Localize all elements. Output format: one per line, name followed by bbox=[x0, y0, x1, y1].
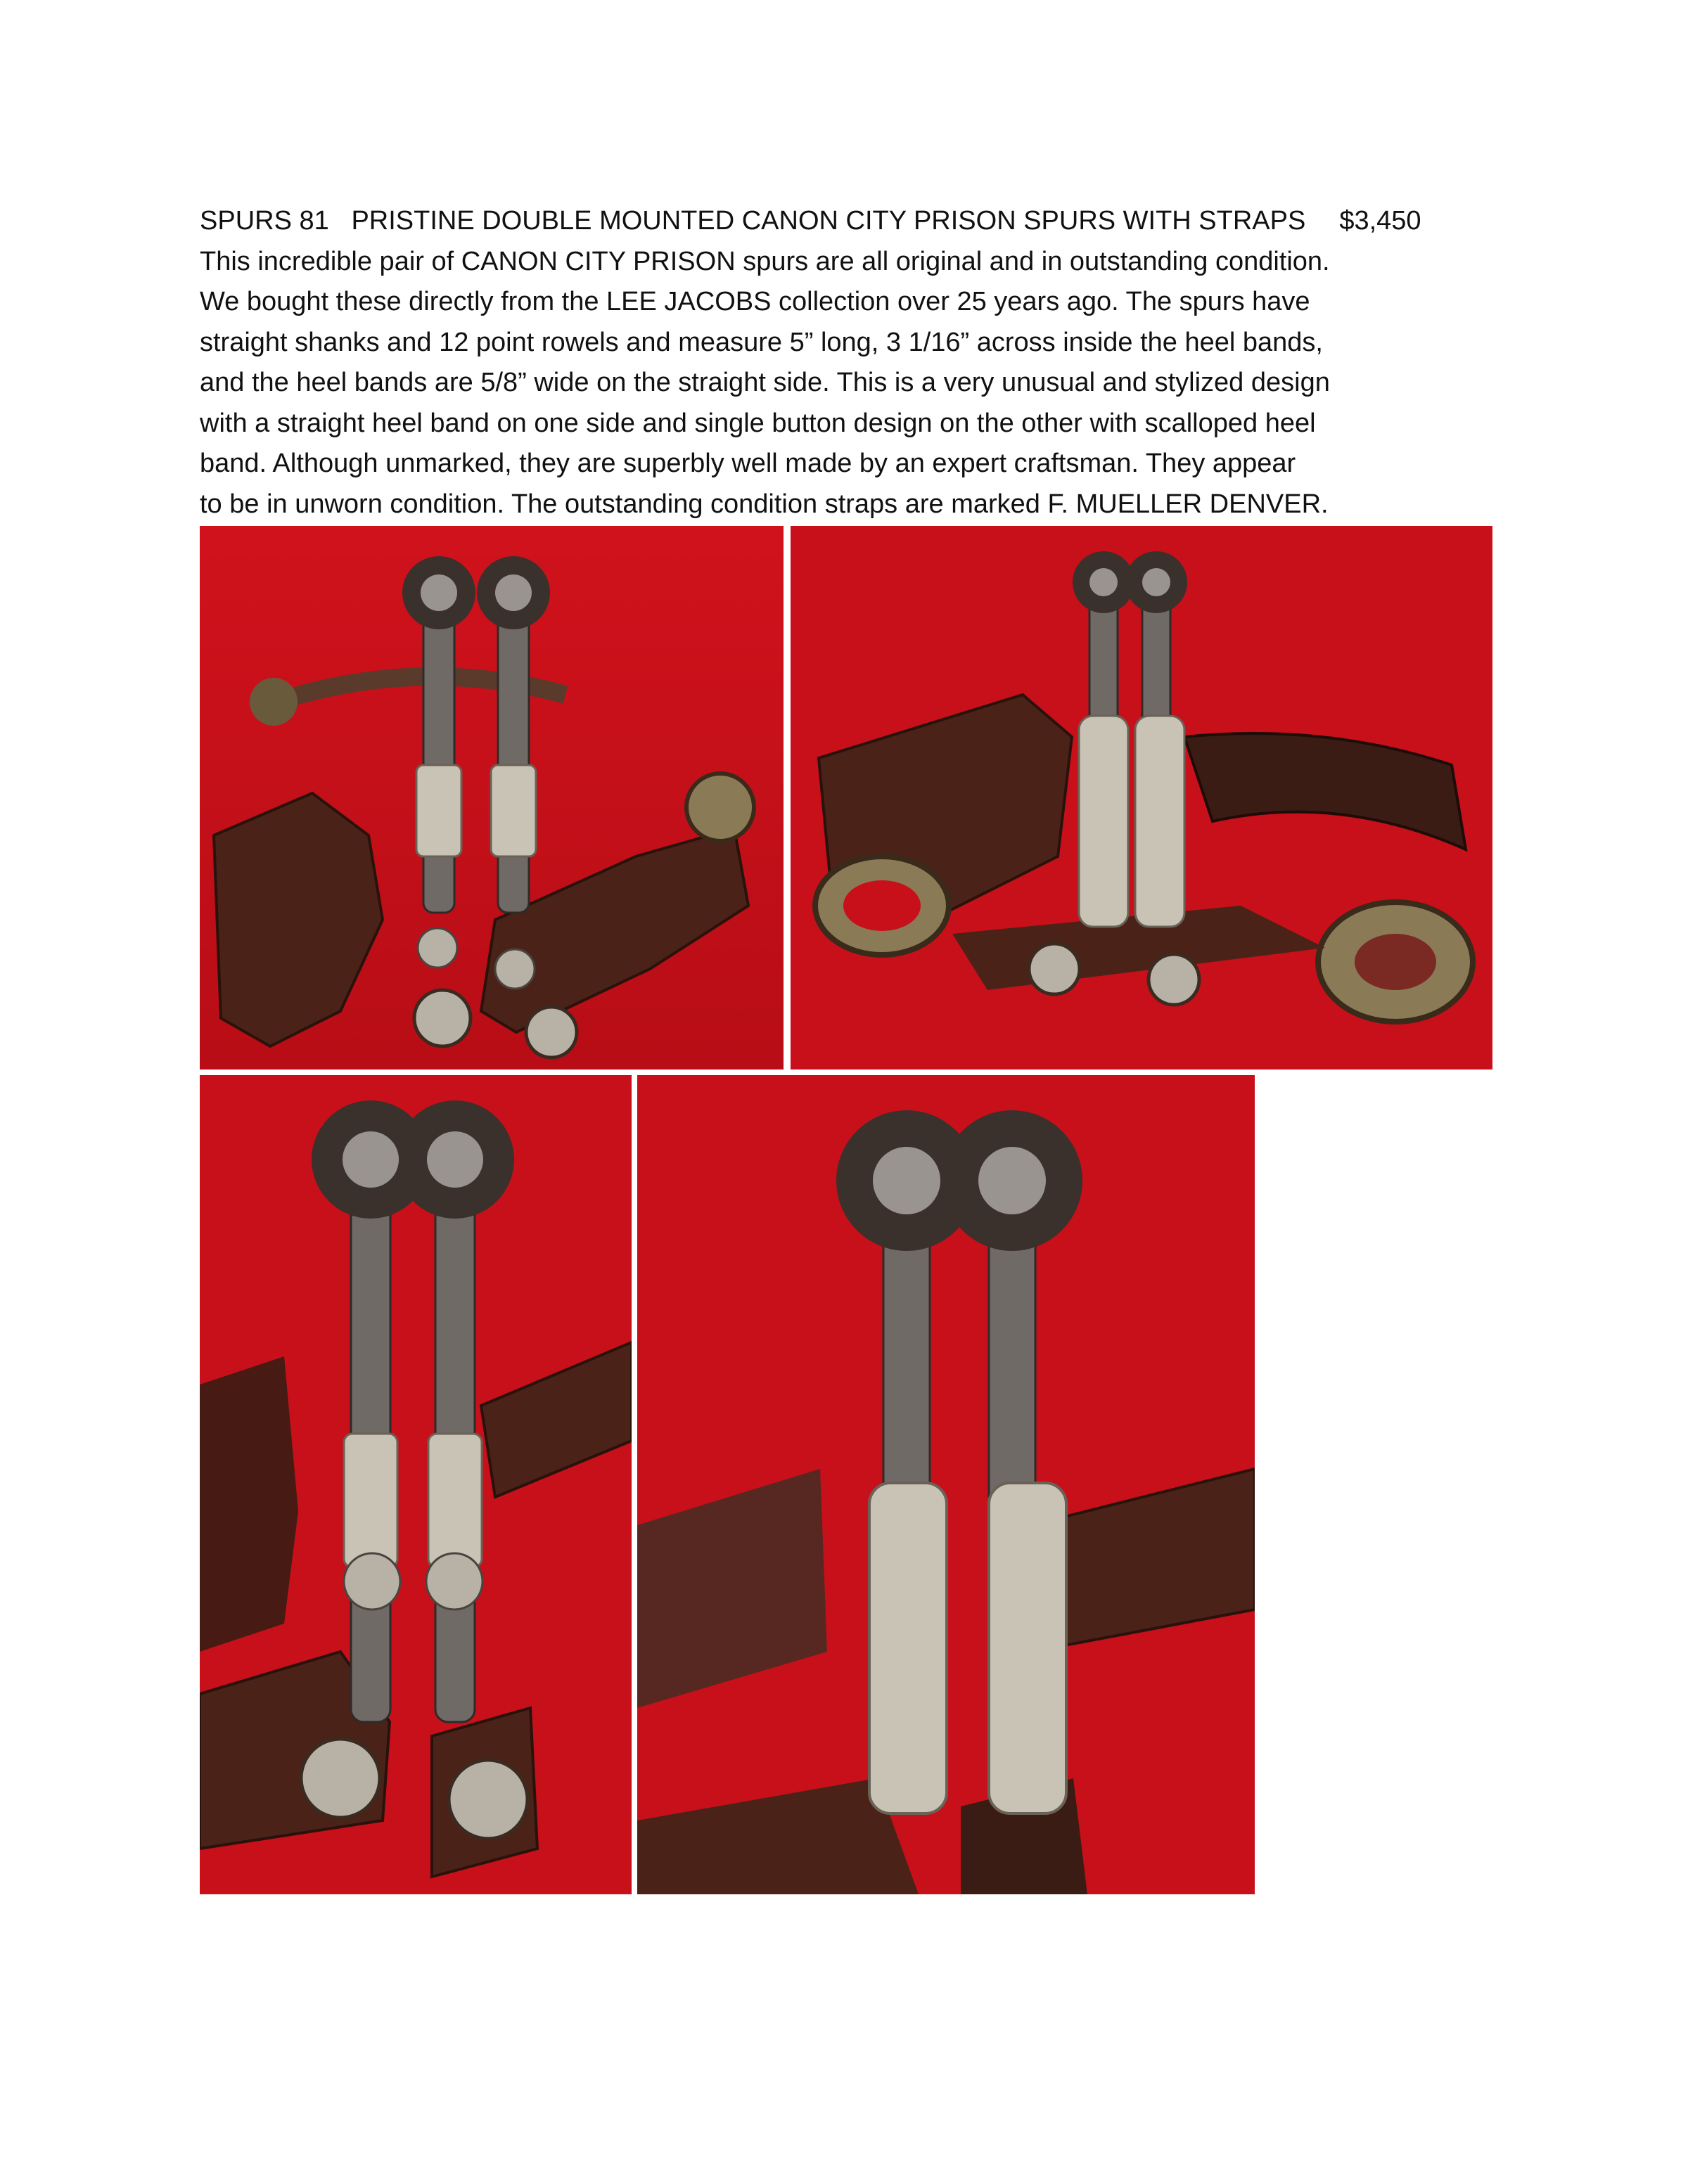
spurs-illustration bbox=[791, 526, 1492, 1069]
spurs-photo-closeup-heelbands bbox=[637, 1075, 1255, 1894]
listing-text bbox=[200, 201, 1501, 525]
spurs-illustration bbox=[200, 1075, 632, 1894]
listing-heading bbox=[200, 201, 1501, 242]
spurs-illustration bbox=[200, 526, 784, 1069]
description-line: to be in unworn condition. The outstanding condition straps are marked F. MUELLER DENVER. bbox=[200, 489, 1329, 519]
description-line: straight shanks and 12 point rowels and measure 5” long, 3 1/16” across inside the heel bands, bbox=[200, 327, 1323, 357]
description-line: and the heel bands are 5/8” wide on the straight side. This is a very unusual and stylized design bbox=[200, 368, 1330, 397]
description-line: with a straight heel band on one side and single button design on the other with scalloped heel bbox=[200, 408, 1316, 438]
description-line: band. Although unmarked, they are superbly well made by an expert craftsman. They appear bbox=[200, 449, 1296, 478]
spurs-photo-front bbox=[200, 526, 784, 1069]
listing-price: $3,450 bbox=[1339, 206, 1421, 236]
listing-code: SPURS 81 bbox=[200, 206, 329, 236]
spurs-photo-side bbox=[791, 526, 1492, 1069]
description-line: We bought these directly from the LEE JACOBS collection over 25 years ago. The spurs have bbox=[200, 287, 1310, 316]
spurs-photo-closeup-front bbox=[200, 1075, 632, 1894]
description-line: This incredible pair of CANON CITY PRISON spurs are all original and in outstanding condition. bbox=[200, 246, 1330, 276]
spurs-illustration bbox=[637, 1075, 1255, 1894]
listing-title: PRISTINE DOUBLE MOUNTED CANON CITY PRISON SPURS WITH STRAPS bbox=[351, 206, 1306, 236]
